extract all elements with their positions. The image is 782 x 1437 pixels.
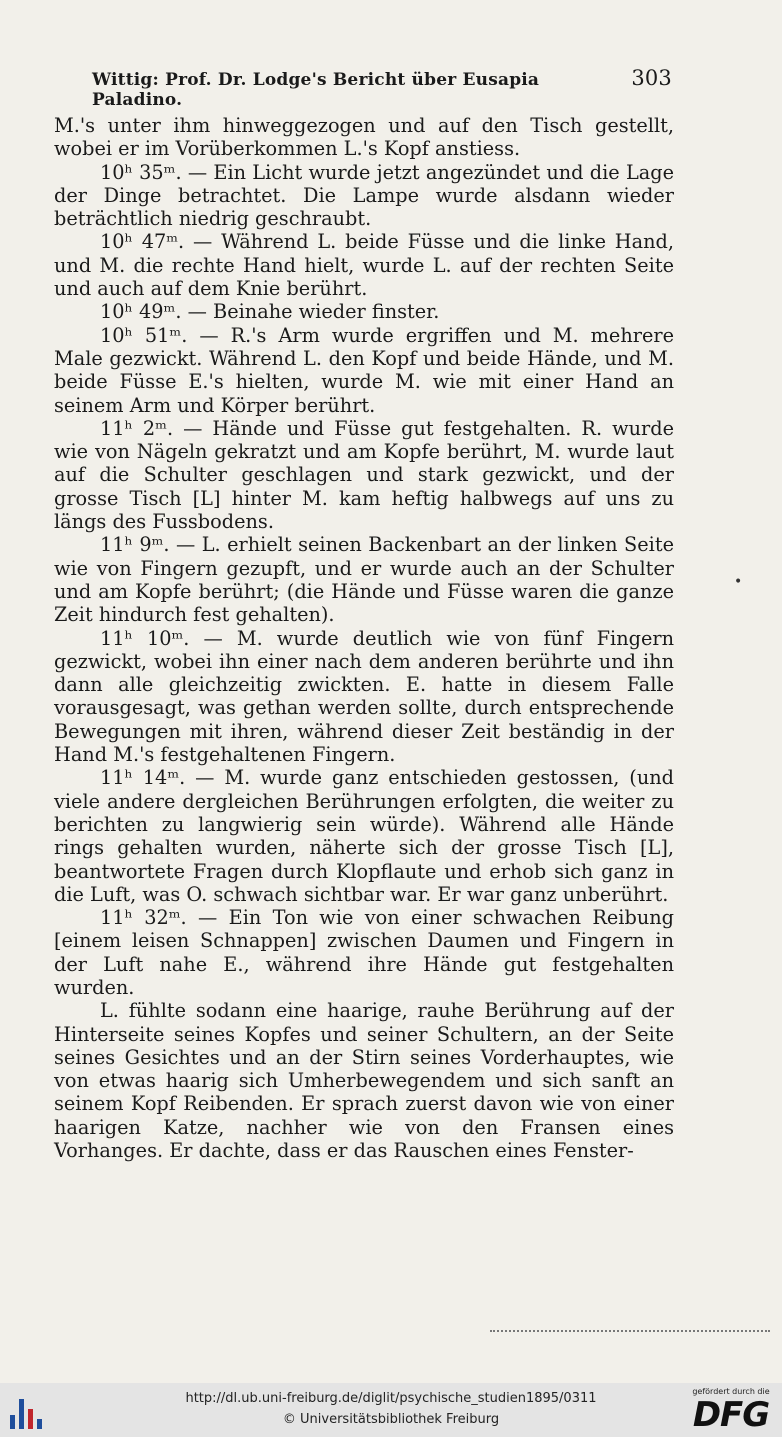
paragraph: 10ʰ 49ᵐ. — Beinahe wieder finster. bbox=[100, 300, 440, 324]
paragraph: 11ʰ 10ᵐ. — M. wurde deutlich wie von fünf Fingern gezwickt, wobei ihn einer nach dem anderen berührte und ihn dann alle gleichzeitig zwickten. E. hatte in diesem Falle vorausgesagt, was gethan werden sollte, durch entsprechende Bewegungen mit ihren, während dieser Zeit beständig in der Hand M.'s festgehaltenen Fingern. bbox=[54, 626, 674, 767]
margin-mark: • bbox=[734, 574, 743, 590]
running-header bbox=[92, 66, 672, 110]
paragraph: 11ʰ 2ᵐ. — Hände und Füsse gut festgehalten. R. wurde wie von Nägeln gekratzt und am Kopfe berührt, M. wurde laut auf die Schulter geschlagen und stark gezwickt, und der grosse Tisch [L] hinter M. kam heftig halbwegs auf uns zu längs des Fussbodens. bbox=[54, 416, 674, 534]
paragraph: 10ʰ 51ᵐ. — R.'s Arm wurde ergriffen und M. mehrere Male gezwickt. Während L. den Kopf und beide Hände, und M. beide Füsse E.'s hielten, wurde M. wie mit einer Hand an seinem Arm und Körper berührt. bbox=[54, 323, 674, 417]
scan-artifact-dots bbox=[490, 1330, 770, 1336]
dfg-logo-text: DFG bbox=[692, 1395, 770, 1435]
source-url[interactable]: http://dl.ub.uni-freiburg.de/diglit/psychische_studien1895/0311 bbox=[185, 1391, 597, 1406]
copyright-notice: © Universitätsbibliothek Freiburg bbox=[282, 1412, 500, 1427]
dfg-logo-icon bbox=[686, 1387, 776, 1435]
dfg-funding-text: gefördert durch die bbox=[692, 1387, 770, 1396]
paragraph: 10ʰ 47ᵐ. — Während L. beide Füsse und die linke Hand, und M. die rechte Hand hielt, wurde L. auf der rechten Seite und auch auf dem Knie berührt. bbox=[54, 230, 674, 301]
paragraph: 11ʰ 9ᵐ. — L. erhielt seinen Backenbart an der linken Seite wie von Fingern gezupft, und er wurde auch an der Schulter und am Kopfe berührt; (die Hände und Füsse waren die ganze Zeit hindurch fest gehalten). bbox=[54, 533, 674, 627]
body-text bbox=[54, 114, 674, 1162]
paragraph: 11ʰ 32ᵐ. — Ein Ton wie von einer schwachen Reibung [einem leisen Schnappen] zwischen Daumen und Fingern in der Luft nahe E., während ihre Hände gut festgehalten wurden. bbox=[54, 906, 674, 999]
paragraph: M.'s unter ihm hinweggezogen und auf den Tisch gestellt, wobei er im Vorüberkommen L.'s Kopf anstiess. bbox=[54, 114, 674, 161]
page-number: 303 bbox=[631, 66, 672, 90]
viewer-footer bbox=[0, 1383, 782, 1437]
paragraph: L. fühlte sodann eine haarige, rauhe Berührung auf der Hinterseite seines Kopfes und seiner Schultern, an der Seite seines Gesichtes und an der Stirn seines Vorderhauptes, wie von etwas haarig sich Umherbewegendem und sich sanft an seinem Kopf Reibenden. Er sprach zuerst davon wie von einer haarigen Katze, nachher wie von den Fransen eines Vorhanges. Er dachte, dass er das Rauschen eines Fenster- bbox=[54, 999, 674, 1163]
paragraph: 11ʰ 14ᵐ. — M. wurde ganz entschieden gestossen, (und viele andere dergleichen Berührungen erfolgten, die weiter zu berichten zu langwierig sein würde). Während alle Hände rings gehalten wurden, näherte sich der grosse Tisch [L], beantwortete Fragen durch Klopflaute und erhob sich ganz in die Luft, was O. schwach sichtbar war. Er war ganz unberührt. bbox=[54, 766, 674, 906]
header-title: Wittig: Prof. Dr. Lodge's Bericht über Eusapia Paladino. bbox=[92, 70, 540, 110]
paragraph: 10ʰ 35ᵐ. — Ein Licht wurde jetzt angezündet und die Lage der Dinge betrachtet. Die Lampe wurde alsdann wieder beträchtlich niedrig geschraubt. bbox=[54, 160, 674, 231]
